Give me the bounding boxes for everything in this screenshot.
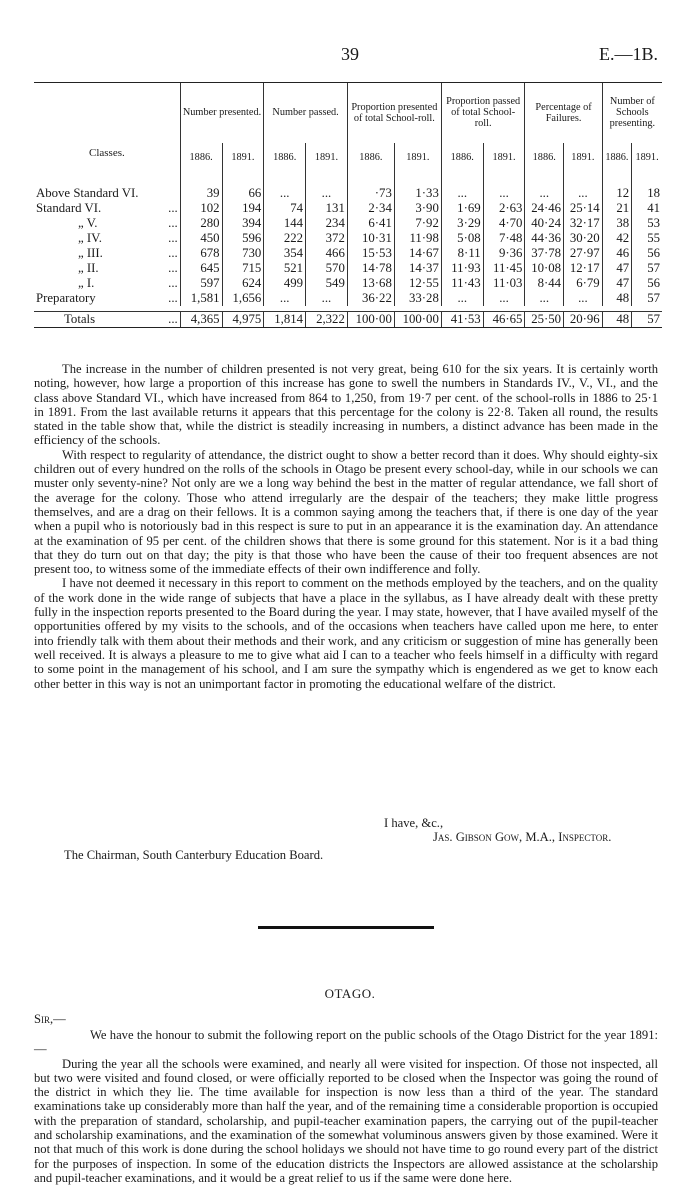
- paragraph: With respect to regularity of attendance, the district ought to show a better record than it does. Why should eighty-six children out of every hundred on the rolls of the schools in Otago be present every school-day, while in our schools we can muster only seventy-nine? Not only are we a long way behind the best in the matter of regular attendance, we fall short of the average for the colony. Those who attend irregularly are the despair of the teachers; they make little progress themselves, and are a drag on their fellows. It is a common saying among the teachers that, if there is one day of the year when a pupil who is notoriously bad in this respect is sure to put in an appearance it is the examination day. An attendance at the examination of 95 per cent. of the children shows that there is some ground for this statement. Nor is it a bad thing that they do turn out on that day; the pity is that those who have been the cause of their too frequent absences are not present too, to witness some of the immediate effects of their own indifference and folly.: [34, 447, 658, 577]
- year-header: 1891.: [564, 143, 603, 173]
- table-cell: 280: [180, 216, 222, 231]
- table-cell: 47: [602, 261, 631, 276]
- table-cell: ...: [441, 173, 483, 201]
- table-cell: ·73: [347, 173, 394, 201]
- group-header: Number presented.: [180, 83, 264, 143]
- table-cell: 42: [602, 231, 631, 246]
- leader-dots: ...: [168, 245, 178, 260]
- table-cell: 13·68: [347, 276, 394, 291]
- table-cell: ...: [525, 173, 564, 201]
- table-cell: 57: [632, 261, 662, 276]
- table-cell: 47: [602, 276, 631, 291]
- table-cell: 3·29: [441, 216, 483, 231]
- leader-dots: ...: [168, 230, 178, 245]
- page-number: 39: [341, 44, 359, 64]
- table-cell: 25·14: [564, 201, 603, 216]
- table-cell: 2·63: [483, 201, 525, 216]
- table-cell: 14·67: [394, 246, 441, 261]
- group-header: Number of Schools presenting.: [602, 83, 662, 143]
- class-label: Totals: [34, 312, 149, 328]
- paragraph: During the year all the schools were examined, and nearly all were visited for inspection. Of those not inspected, all but two were visited and found closed, or were officially reported to be closed when the Inspector was going the round of the district in which they lie. The time available for inspection is now less than a third of the year. The standard examinations take up considerably more than half the year, and of the remaining time a considerable proportion is occupied with the preparation of standard, scholarship, and pupil-teacher examination papers, the carrying out of the pupil-teacher and scholarship examinations, and the examination of the somewhat voluminous answers given by those examined. Were it not that much of this work is done during the school holidays we should not have time to go round every part of the district for the purposes of inspection. In some of the education districts the Inspectors are allowed assistance at the scholarship and pupil-teacher examinations, and it would be a great relief to us if the same were done here.: [34, 1056, 658, 1185]
- class-label: Standard VI.: [36, 200, 102, 215]
- table-row: [34, 173, 662, 201]
- table-cell: 44·36: [525, 231, 564, 246]
- page-header: [0, 44, 700, 64]
- class-label: Preparatory: [36, 290, 96, 305]
- salutation: Sir,—: [34, 1012, 66, 1026]
- table-cell: 56: [632, 276, 662, 291]
- year-header: 1886.: [602, 143, 631, 173]
- table-cell: 9·36: [483, 246, 525, 261]
- paragraph: The increase in the number of children presented is not very great, being 610 for the six years. It is certainly worth noting, however, how large a proportion of this increase has gone to swell the numbers in Standards IV., V., VI., and the class above Standard VI., which have increased from 864 to 1,250, from 19·7 per cent. of the school-rolls in 1886 to 25·1 in 1891. From the last available returns it appears that this percentage for the colony is 22·8. Taken all round, the results stated in the table show that, while the district is steadily increasing in numbers, a distinct advance has been made in the efficiency of the schools.: [34, 362, 658, 448]
- table-cell: 41·53: [441, 312, 483, 328]
- table-cell: 74: [264, 201, 306, 216]
- table-cell: 450: [180, 231, 222, 246]
- year-header: 1891.: [306, 143, 348, 173]
- table-cell: ...: [564, 291, 603, 306]
- table-cell: 8·44: [525, 276, 564, 291]
- signature: Jas. Gibson Gow, M.A., Inspector.: [433, 830, 612, 844]
- table-cell: 15·53: [347, 246, 394, 261]
- table-cell: 57: [632, 312, 662, 328]
- table-cell: ...: [483, 173, 525, 201]
- table-cell: 48: [602, 312, 631, 328]
- classes-header: Classes.: [34, 83, 180, 173]
- table-cell: 4,365: [180, 312, 222, 328]
- table-row: [34, 216, 662, 231]
- table-cell: 6·41: [347, 216, 394, 231]
- table-cell: 715: [222, 261, 264, 276]
- table-row: [34, 291, 662, 306]
- leader-dots: ...: [168, 215, 178, 230]
- class-label: Above Standard VI.: [36, 185, 139, 200]
- table-cell: 41: [632, 201, 662, 216]
- table-cell: 100·00: [347, 312, 394, 328]
- class-label: „ IV.: [78, 230, 102, 245]
- table-cell: ...: [264, 173, 306, 201]
- table-cell: 6·79: [564, 276, 603, 291]
- table-cell: 40·24: [525, 216, 564, 231]
- table-cell: 570: [306, 261, 348, 276]
- table-row: [34, 261, 662, 276]
- table-cell: 12·17: [564, 261, 603, 276]
- table-cell: 730: [222, 246, 264, 261]
- table-cell: 596: [222, 231, 264, 246]
- table-cell: 10·31: [347, 231, 394, 246]
- table-cell: 18: [632, 173, 662, 201]
- table-cell: ...: [306, 291, 348, 306]
- leader-dots: ...: [149, 312, 180, 328]
- table-cell: 8·11: [441, 246, 483, 261]
- table-cell: 234: [306, 216, 348, 231]
- table-cell: 14·78: [347, 261, 394, 276]
- table-cell: 38: [602, 216, 631, 231]
- paragraph: I have not deemed it necessary in this report to comment on the methods employed by the teachers, and on the quality of the work done in the wide range of subjects that have a place in the syllabus, as I have already dealt with these pretty fully in the inspection reports presented to the Board during the year. I may state, however, that I have availed myself of the opportunities offered by my visits to the schools, and of the occasions when teachers have called upon me here, to enter into friendly talk with them about their methods and their work, and any criticism or suggestion of mine has generally been well received. It is always a pleasure to me to give what aid I can to a teacher who feels himself in a difficulty with regard to some point in the management of his school, and I am sure the sympathy which is engendered as we get to know each other better in this way is not an unimportant factor in promoting the educational welfare of the district.: [34, 576, 658, 691]
- table-row: [34, 231, 662, 246]
- table-cell: 53: [632, 216, 662, 231]
- table-cell: 55: [632, 231, 662, 246]
- table-cell: 46·65: [483, 312, 525, 328]
- table-cell: 1,581: [180, 291, 222, 306]
- table-cell: 549: [306, 276, 348, 291]
- table-cell: 39: [180, 173, 222, 201]
- table-cell: 624: [222, 276, 264, 291]
- table-cell: 678: [180, 246, 222, 261]
- leader-dots: ...: [168, 200, 178, 215]
- group-header: Proportion presented of total School-roll.: [347, 83, 441, 143]
- table-cell: 11·43: [441, 276, 483, 291]
- table-cell: 521: [264, 261, 306, 276]
- leader-dots: ...: [168, 260, 178, 275]
- table-cell: 48: [602, 291, 631, 306]
- table-cell: 11·93: [441, 261, 483, 276]
- year-header: 1886.: [264, 143, 306, 173]
- leader-dots: ...: [168, 275, 178, 290]
- table-cell: 57: [632, 291, 662, 306]
- table-cell: 222: [264, 231, 306, 246]
- table-cell: 11·45: [483, 261, 525, 276]
- class-label: „ I.: [78, 275, 95, 290]
- table-cell: 1·69: [441, 201, 483, 216]
- year-header: 1891.: [394, 143, 441, 173]
- table-cell: 354: [264, 246, 306, 261]
- table-cell: 394: [222, 216, 264, 231]
- class-label: „ V.: [78, 215, 98, 230]
- table-cell: 56: [632, 246, 662, 261]
- class-label: „ II.: [78, 260, 99, 275]
- group-header: Number passed.: [264, 83, 348, 143]
- leader-dots: ...: [168, 290, 178, 305]
- table-row: [34, 246, 662, 261]
- table-cell: 372: [306, 231, 348, 246]
- table-cell: 33·28: [394, 291, 441, 306]
- table-cell: 144: [264, 216, 306, 231]
- table-cell: 4·70: [483, 216, 525, 231]
- table-cell: 12·55: [394, 276, 441, 291]
- document-reference: E.—1B.: [598, 44, 658, 64]
- table-cell: 597: [180, 276, 222, 291]
- table-cell: 32·17: [564, 216, 603, 231]
- table-cell: 30·20: [564, 231, 603, 246]
- table-cell: 46: [602, 246, 631, 261]
- table-cell: 100·00: [394, 312, 441, 328]
- table-cell: ...: [525, 291, 564, 306]
- table-cell: 7·48: [483, 231, 525, 246]
- table-cell: ...: [306, 173, 348, 201]
- table-cell: 66: [222, 173, 264, 201]
- addressee: The Chairman, South Canterbury Education Board.: [64, 848, 324, 862]
- totals-row: [34, 312, 662, 328]
- group-header: Proportion passed of total School-roll.: [441, 83, 525, 143]
- table-cell: ...: [483, 291, 525, 306]
- table-cell: 20·96: [564, 312, 603, 328]
- year-header: 1886.: [180, 143, 222, 173]
- table-cell: 1,656: [222, 291, 264, 306]
- table-cell: 499: [264, 276, 306, 291]
- year-header: 1891.: [632, 143, 662, 173]
- closing: I have, &c.,: [384, 816, 444, 830]
- otago-report-body: [34, 1028, 658, 1185]
- table-cell: 11·98: [394, 231, 441, 246]
- table-cell: 3·90: [394, 201, 441, 216]
- statistics-table: [34, 82, 662, 328]
- table-cell: 1·33: [394, 173, 441, 201]
- table-cell: 36·22: [347, 291, 394, 306]
- table-cell: 2,322: [306, 312, 348, 328]
- table-cell: 12: [602, 173, 631, 201]
- table-cell: 21: [602, 201, 631, 216]
- table-cell: 25·50: [525, 312, 564, 328]
- table-cell: ...: [441, 291, 483, 306]
- table-cell: ...: [564, 173, 603, 201]
- table-cell: 24·46: [525, 201, 564, 216]
- table-cell: 7·92: [394, 216, 441, 231]
- year-header: 1891.: [483, 143, 525, 173]
- table-row: [34, 201, 662, 216]
- section-divider: [258, 926, 434, 929]
- table-cell: 102: [180, 201, 222, 216]
- table-cell: 27·97: [564, 246, 603, 261]
- leader-dots: [149, 173, 180, 201]
- table-cell: 1,814: [264, 312, 306, 328]
- table-row: [34, 276, 662, 291]
- table-cell: 2·34: [347, 201, 394, 216]
- table-cell: 4,975: [222, 312, 264, 328]
- year-header: 1886.: [441, 143, 483, 173]
- table-cell: 466: [306, 246, 348, 261]
- table-cell: 5·08: [441, 231, 483, 246]
- table-cell: 194: [222, 201, 264, 216]
- table-cell: 37·78: [525, 246, 564, 261]
- table-cell: 131: [306, 201, 348, 216]
- class-label: „ III.: [78, 245, 103, 260]
- table-cell: 10·08: [525, 261, 564, 276]
- section-title: OTAGO.: [324, 986, 376, 1001]
- year-header: 1886.: [525, 143, 564, 173]
- table-cell: 645: [180, 261, 222, 276]
- table-cell: ...: [264, 291, 306, 306]
- table-cell: 11·03: [483, 276, 525, 291]
- group-header: Percentage of Failures.: [525, 83, 602, 143]
- year-header: 1886.: [347, 143, 394, 173]
- paragraph: We have the honour to submit the following report on the public schools of the Otago District for the year 1891:—: [34, 1028, 658, 1057]
- year-header: 1891.: [222, 143, 264, 173]
- table-cell: 14·37: [394, 261, 441, 276]
- report-body: [34, 362, 658, 691]
